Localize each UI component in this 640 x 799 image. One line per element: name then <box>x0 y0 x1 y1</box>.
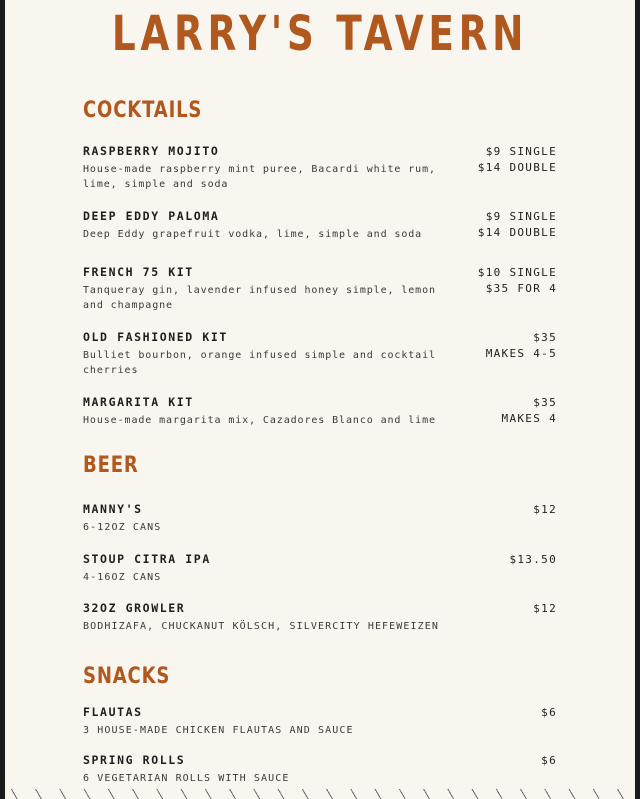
menu-item <box>83 265 557 313</box>
menu-item <box>83 144 557 192</box>
item-description: 6 VEGETARIAN ROLLS WITH SAUCE <box>83 773 290 784</box>
price-line: $9 SINGLE <box>485 145 557 158</box>
item-description: Deep Eddy grapefruit vodka, lime, simple and soda <box>83 229 423 240</box>
price-line: $35 <box>533 396 557 409</box>
item-description: House-made raspberry mint puree, Bacardi white rum, lime, simple and soda <box>83 164 436 190</box>
item-description: House-made margarita mix, Cazadores Blanco and lime <box>83 415 436 426</box>
item-description: 6-12OZ CANS <box>83 522 162 533</box>
item-price <box>533 601 557 617</box>
section-heading-snacks: SNACKS <box>83 664 171 689</box>
section-heading-cocktails: COCKTAILS <box>83 98 203 123</box>
item-description: Bulliet bourbon, orange infused simple and cocktail cherries <box>83 350 436 376</box>
section-heading-beer: BEER <box>83 453 139 478</box>
item-price <box>486 330 557 362</box>
price-line: $10 SINGLE <box>477 266 557 279</box>
price-line: $13.50 <box>509 553 557 566</box>
price-line: $14 DOUBLE <box>477 226 557 239</box>
price-line: $35 FOR 4 <box>485 282 557 295</box>
menu-item <box>83 395 557 428</box>
price-line: $14 DOUBLE <box>477 161 557 174</box>
price-line: $6 <box>541 754 557 767</box>
item-price <box>541 753 557 769</box>
menu-item <box>83 601 557 634</box>
page-title: LARRY'S TAVERN <box>111 6 529 62</box>
item-name: STOUP CITRA IPA <box>83 552 211 566</box>
item-description: 4-16OZ CANS <box>83 572 162 583</box>
item-name: FLAUTAS <box>83 705 143 719</box>
menu-item <box>83 209 557 242</box>
item-price <box>478 209 557 241</box>
item-name: SPRING ROLLS <box>83 753 186 767</box>
item-name: OLD FASHIONED KIT <box>83 330 228 344</box>
menu-item <box>83 502 557 535</box>
item-price <box>533 502 557 518</box>
item-name: MANNY'S <box>83 502 143 516</box>
price-line: $12 <box>533 602 557 615</box>
item-name: FRENCH 75 KIT <box>83 265 194 279</box>
item-name: MARGARITA KIT <box>83 395 194 409</box>
price-line: $9 SINGLE <box>485 210 557 223</box>
dashed-border-decoration <box>5 789 635 799</box>
price-line: $12 <box>533 503 557 516</box>
item-price <box>541 705 557 721</box>
price-line: $35 <box>533 331 557 344</box>
item-name: DEEP EDDY PALOMA <box>83 209 220 223</box>
price-line: $6 <box>541 706 557 719</box>
item-description: Tanqueray gin, lavender infused honey simple, lemon and champagne <box>83 285 436 311</box>
price-line: MAKES 4 <box>501 412 557 425</box>
item-name: RASPBERRY MOJITO <box>83 144 220 158</box>
item-price <box>502 395 557 427</box>
menu-item <box>83 705 557 738</box>
menu-item <box>83 753 557 786</box>
item-description: BODHIZAFA, CHUCKANUT KÖLSCH, SILVERCITY HEFEWEIZEN <box>83 621 440 632</box>
price-line: MAKES 4-5 <box>485 347 557 360</box>
item-price <box>478 265 557 297</box>
item-price <box>509 552 557 568</box>
menu-item <box>83 330 557 378</box>
item-price <box>478 144 557 176</box>
item-name: 32OZ GROWLER <box>83 601 186 615</box>
item-description: 3 HOUSE-MADE CHICKEN FLAUTAS AND SAUCE <box>83 725 354 736</box>
menu-page <box>5 0 635 799</box>
menu-item <box>83 552 557 585</box>
